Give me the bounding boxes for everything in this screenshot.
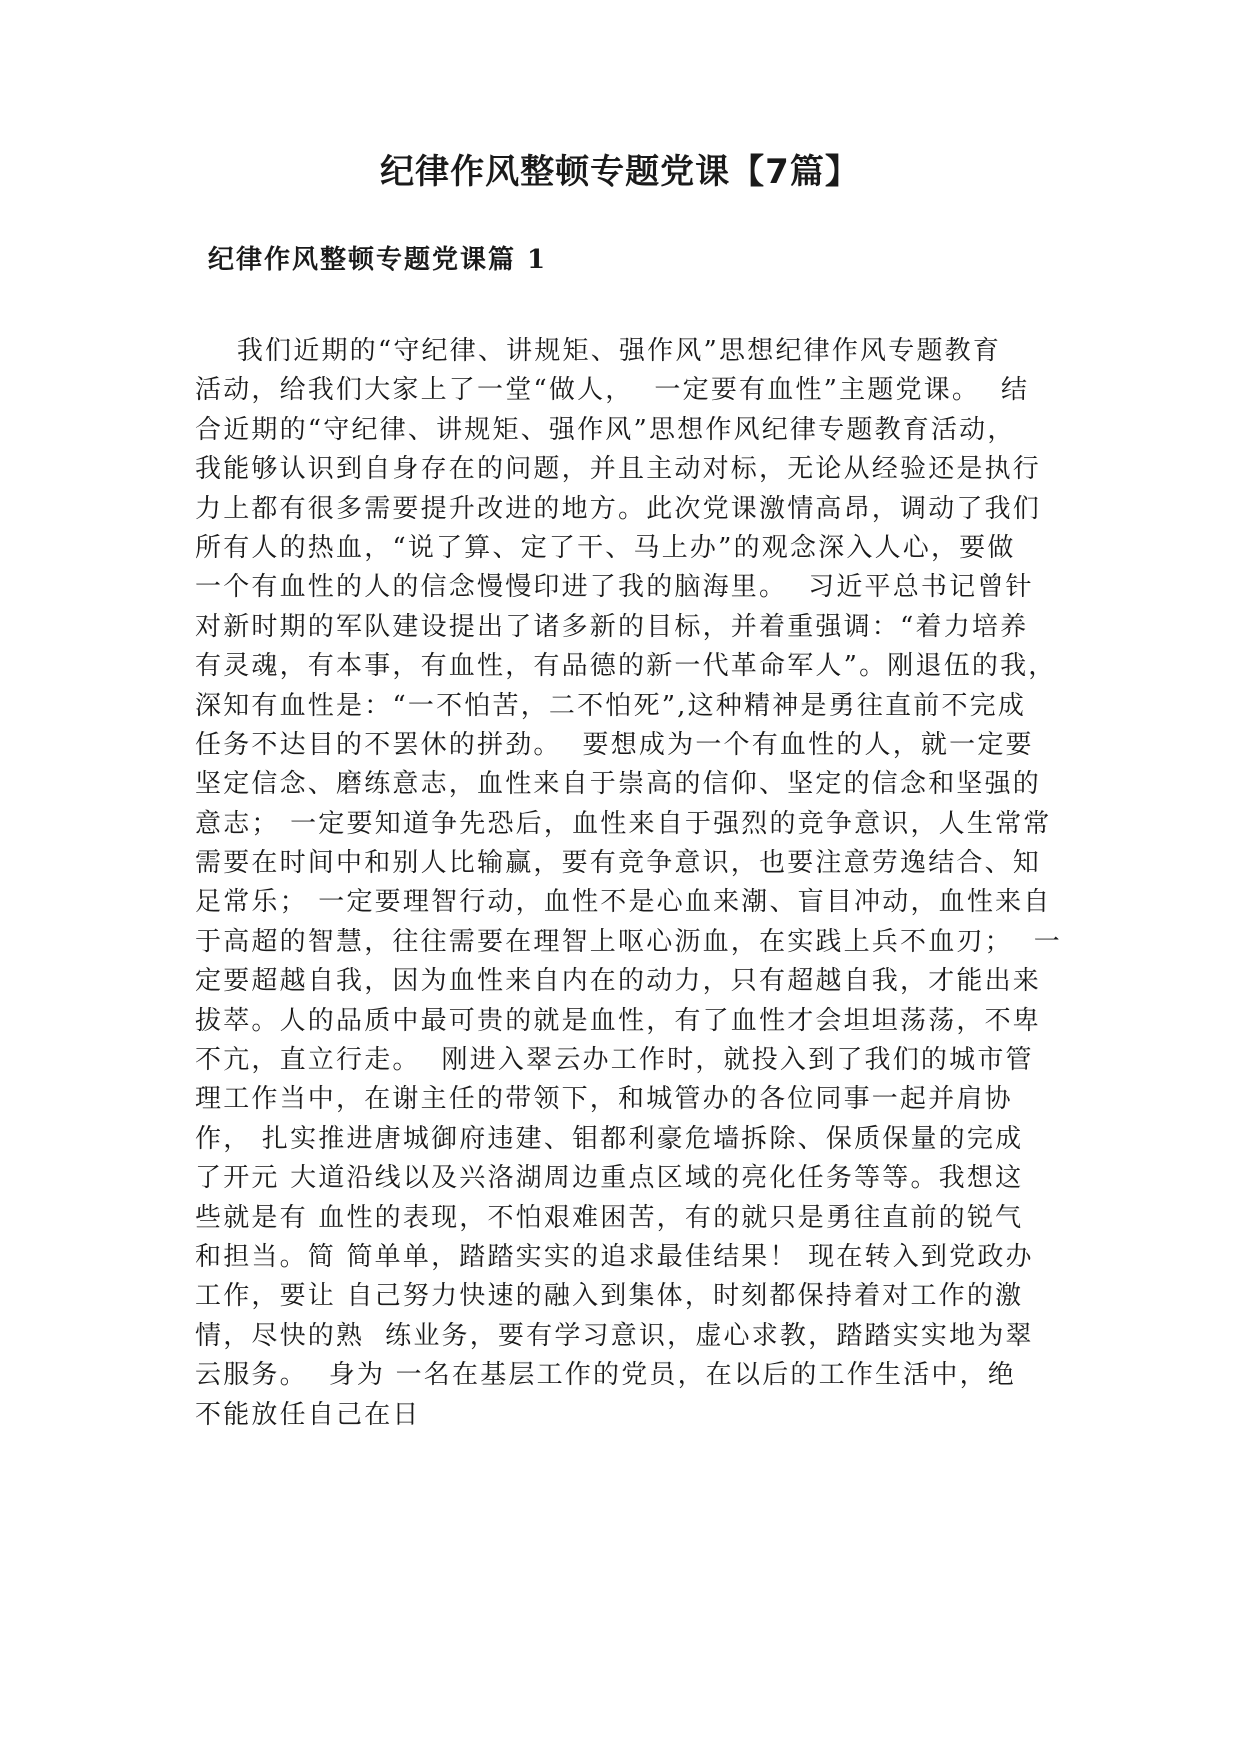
- body-line: 于高超的智慧，往往需要在理智上呕心沥血，在实践上兵不血刃； 一: [195, 926, 1062, 957]
- body-paragraph: [195, 332, 1062, 1435]
- body-line: 深知有血性是：“一不怕苦，二不怕死”,这种精神是勇往直前不完成: [195, 690, 1027, 721]
- section-heading: 纪律作风整顿专题党课篇 1: [208, 245, 548, 275]
- body-line: 和担当。简 简单单，踏踏实实的追求最佳结果！ 现在转入到党政办: [195, 1241, 1034, 1272]
- body-line: 我能够认识到自身存在的问题，并且主动对标，无论从经验还是执行: [195, 454, 1042, 485]
- body-line: 情，尽快的熟 练业务，要有学习意识，虚心求教，踏踏实实地为翠: [195, 1320, 1034, 1351]
- body-line: 力上都有很多需要提升改进的地方。此次党课激情高昂，调动了我们: [195, 493, 1042, 524]
- body-line: 云服务。 身为 一名在基层工作的党员，在以后的工作生活中，绝: [195, 1360, 1016, 1391]
- body-line: 不亢，直立行走。 刚进入翠云办工作时，就投入到了我们的城市管: [195, 1045, 1034, 1076]
- body-line: 意志； 一定要知道争先恐后，血性来自于强烈的竞争意识，人生常常: [195, 808, 1052, 839]
- body-line: 工作，要让 自己努力快速的融入到集体，时刻都保持着对工作的激: [195, 1281, 1024, 1312]
- body-line: 活动，给我们大家上了一堂“做人， 一定要有血性”主题党课。 结: [195, 375, 1030, 406]
- body-line: 合近期的“守纪律、讲规矩、强作风”思想作风纪律专题教育活动，: [195, 414, 1016, 445]
- body-line: 任务不达目的不罢休的拼劲。 要想成为一个有血性的人，就一定要: [195, 729, 1034, 760]
- document-title: 纪律作风整顿专题党课【7篇】: [380, 152, 860, 192]
- body-line: 不能放任自己在日: [195, 1399, 421, 1430]
- body-line: 需要在时间中和别人比输赢，要有竞争意识，也要注意劳逸结合、知: [195, 848, 1042, 879]
- body-line: 我们近期的“守纪律、讲规矩、强作风”思想纪律作风专题教育: [195, 336, 1002, 366]
- body-line: 对新时期的军队建设提出了诸多新的目标，并着重强调：“着力培养: [195, 611, 1029, 642]
- body-line: 足常乐； 一定要理智行动，血性不是心血来潮、盲目冲动，血性来自: [195, 887, 1052, 918]
- body-line: 所有人的热血，“说了算、定了干、马上办”的观念深入人心，要做: [195, 532, 1016, 563]
- body-line: 拔萃。人的品质中最可贵的就是血性，有了血性才会坦坦荡荡，不卑: [195, 1005, 1042, 1036]
- body-line: 一个有血性的人的信念慢慢印进了我的脑海里。 习近平总书记曾针: [195, 572, 1034, 603]
- body-line: 了开元 大道沿线以及兴洛湖周边重点区域的亮化任务等等。我想这: [195, 1163, 1024, 1194]
- body-line: 理工作当中，在谢主任的带领下，和城管办的各位同事一起并肩协: [195, 1084, 1013, 1115]
- body-line: 定要超越自我，因为血性来自内在的动力，只有超越自我，才能出来: [195, 966, 1042, 997]
- body-line: 作， 扎实推进唐城御府违建、钼都利豪危墙拆除、保质保量的完成: [195, 1123, 1024, 1154]
- body-line: 些就是有 血性的表现，不怕艰难困苦，有的就只是勇往直前的锐气: [195, 1202, 1024, 1233]
- body-line: 坚定信念、磨练意志，血性来自于崇高的信仰、坚定的信念和坚强的: [195, 769, 1042, 800]
- body-line: 有灵魂，有本事，有血性，有品德的新一代革命军人”。刚退伍的我，: [195, 651, 1057, 682]
